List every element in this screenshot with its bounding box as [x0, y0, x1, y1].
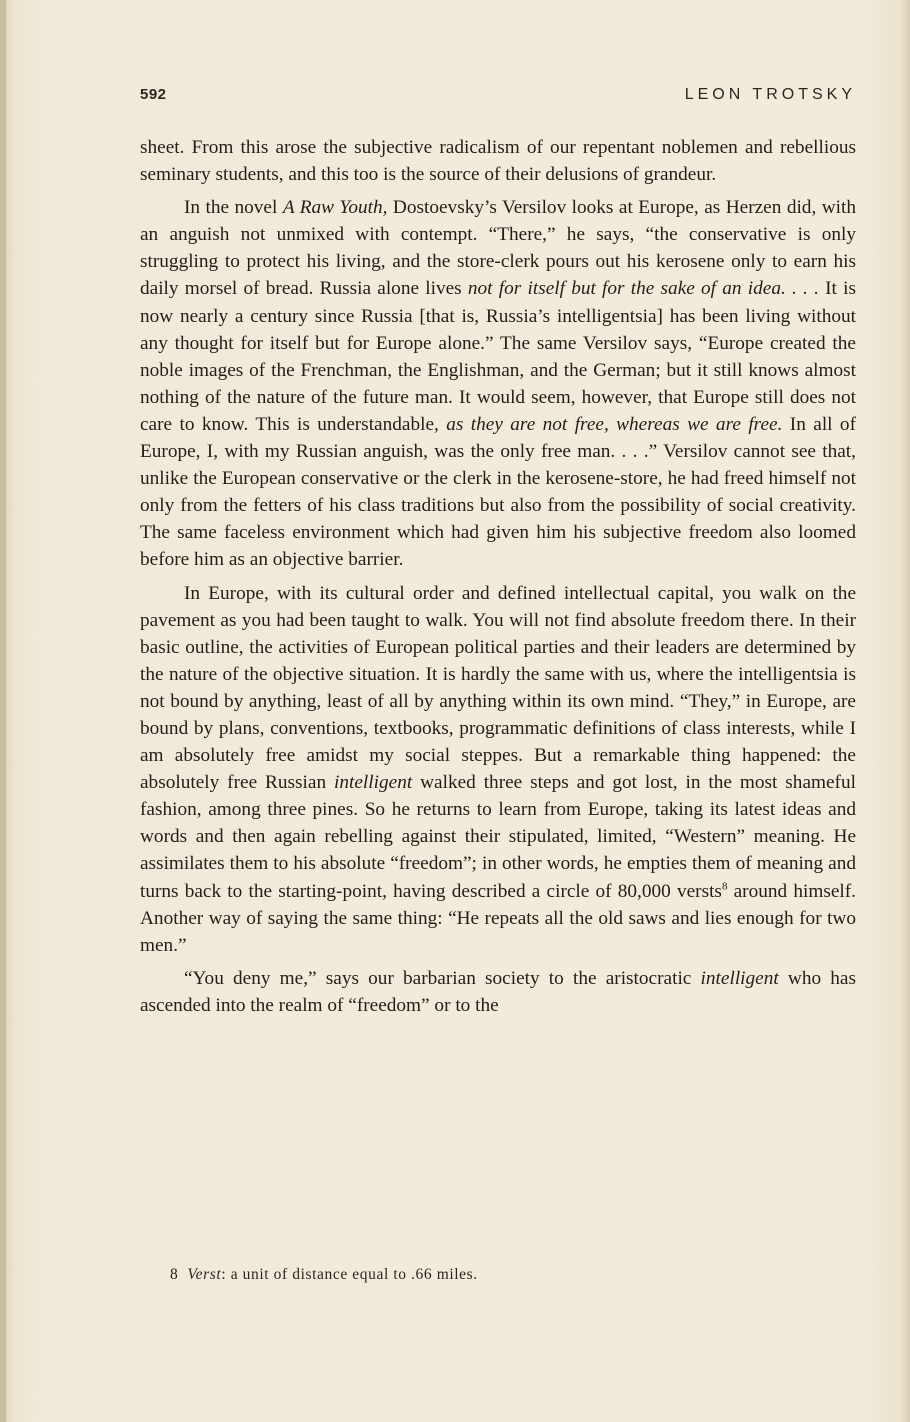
novel-title: A Raw Youth,: [282, 197, 388, 219]
footnote-reference: 8: [721, 880, 728, 893]
footnote: [170, 1266, 856, 1284]
paragraph-3-italic: intelligent: [334, 772, 413, 794]
paragraph-1-text: sheet. From this arose the subjective radicalism of our repentant noblemen and rebellious seminary students, and this too is the source of their delusions of grandeur.: [140, 137, 856, 186]
paragraph-3-text-a: In Europe, with its cultural order and defined intellectual capital, you walk on the pavement as you had been taught to walk. You will not find absolute freedom there. In their basic outline, the activities of European political parties and their leaders are determined by the nature of the objective situation. It is hardly the same with us, where the intelligentsia is not bound by anything, least of all by anything within its own mind. “They,” in Europe, are bound by plans, conventions, textbooks, programmatic definitions of class interests, while I am absolutely free amidst my social steppes. But a remarkable thing happened: the absolutely free Russian: [140, 582, 856, 794]
footnote-text: : a unit of distance equal to .66 miles.: [221, 1266, 478, 1283]
page-number: 592: [140, 86, 167, 103]
page-header: [140, 86, 856, 108]
paragraph-1: [140, 134, 856, 188]
body-text: [140, 134, 856, 1019]
paragraph-4-text-b: who has ascended into the realm of “freedom” or to the: [140, 967, 856, 1016]
running-head: LEON TROTSKY: [684, 86, 856, 103]
page-spine-edge: [0, 0, 6, 1422]
paragraph-2-text-a: In the novel: [184, 197, 283, 219]
paragraph-3-text-b: walked three steps and got lost, in the most shameful fashion, among three pines. So he returns to learn from Europe, taking its latest ideas and words and then again rebelling against their stipulated, limited, “Western” meaning. He assimilates them to his absolute “freedom”; in other words, he empties them of meaning and turns back to the starting-point, having described a circle of 80,000 versts: [140, 772, 856, 902]
paragraph-2-text-d: In all of Europe, I, with my Russian anguish, was the only free man. . . .” Versilov cannot see that, unlike the European conservative or the clerk in the kerosene-store, he had freed himself not only from the fetters of his class traditions but also from the possibility of social creativity. The same faceless environment which had given him his subjective freedom also loomed before him as an objective barrier.: [140, 413, 856, 571]
paragraph-3: [140, 580, 856, 959]
paragraph-3-text-c: around himself. Another way of saying the same thing: “He repeats all the old saws and lies enough for two men.”: [140, 880, 856, 956]
paragraph-4-italic: intelligent: [700, 967, 779, 989]
paragraph-4-text-a: “You deny me,” says our barbarian society to the aristocratic: [184, 967, 701, 989]
paragraph-2-text-b: Dostoevsky’s Versilov looks at Europe, as Herzen did, with an anguish not unmixed with contempt. “There,” he says, “the conservative is only struggling to protect his living, and the store-clerk pours out his kerosene only to earn his daily morsel of bread. Russia alone lives: [140, 197, 857, 300]
footnote-number: 8: [170, 1266, 179, 1283]
paragraph-2: [140, 194, 856, 573]
paragraph-2-italic-1: not for itself but for the sake of an idea. . . .: [467, 278, 819, 300]
paragraph-4: [140, 965, 856, 1019]
paragraph-2-italic-2: as they are not free, whereas we are free.: [446, 413, 783, 435]
paragraph-2-text-c: It is now nearly a century since Russia [that is, Russia’s intelligentsia] has been living without any thought for itself but for Europe alone.” The same Versilov says, “Europe created the noble images of the Frenchman, the Englishman, and the German; but it still knows almost nothing of the nature of the future man. It would seem, however, that Europe still does not care to know. This is understandable,: [140, 278, 856, 435]
footnote-term: Verst: [187, 1266, 222, 1283]
